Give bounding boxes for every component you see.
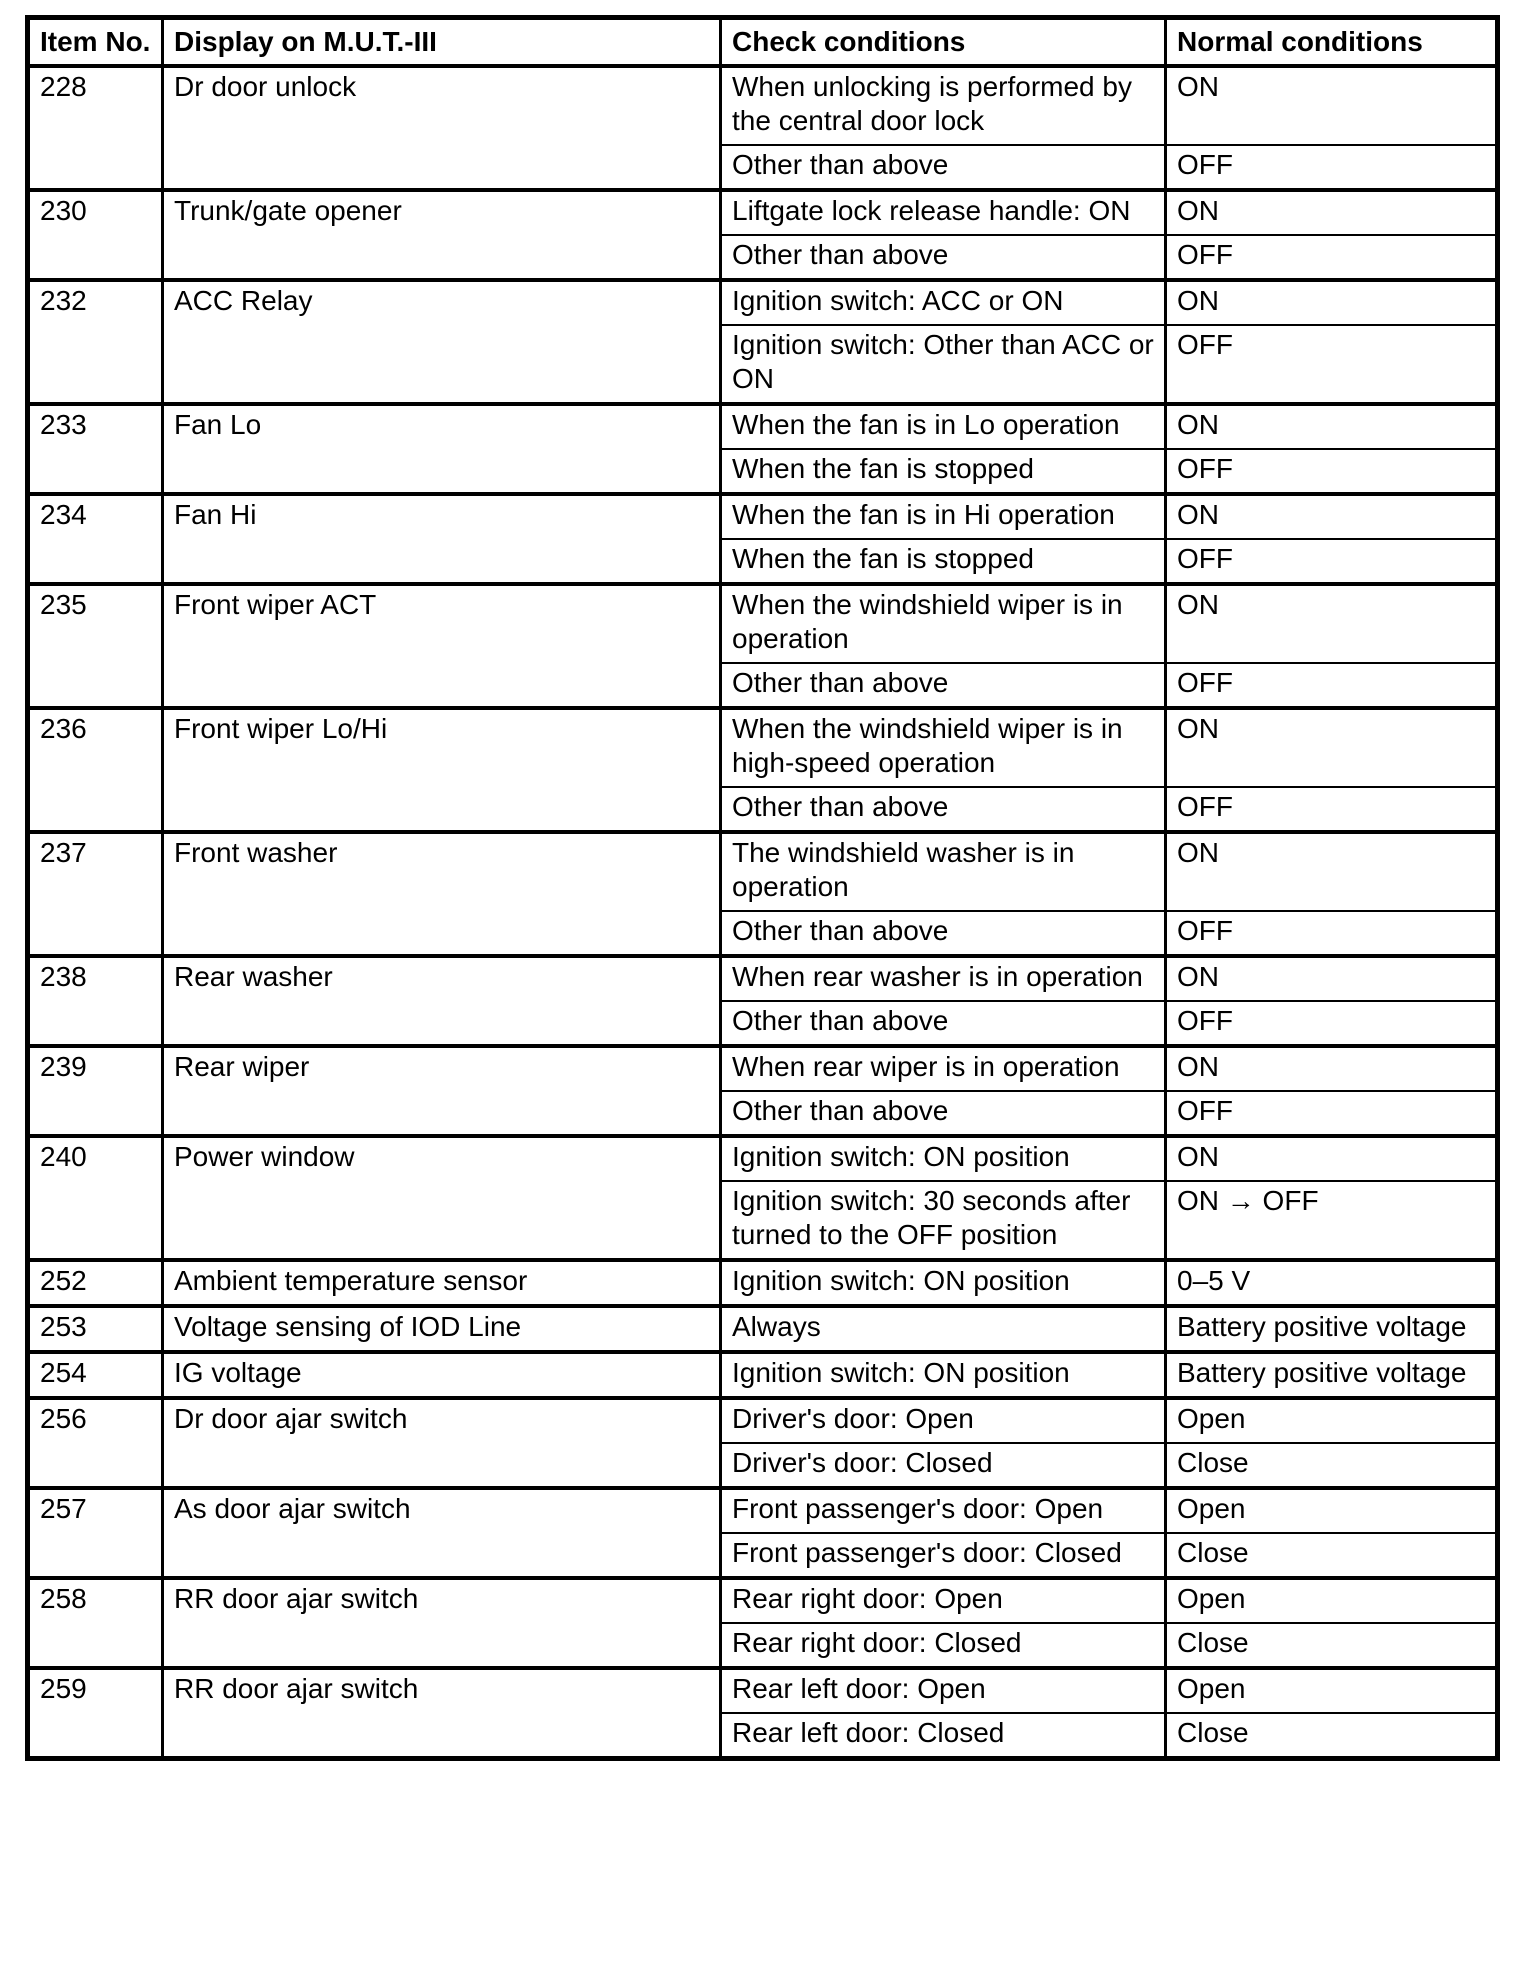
display-name-cell: Fan Lo <box>163 404 721 494</box>
check-condition-cell: Ignition switch: Other than ACC or ON <box>721 325 1166 404</box>
normal-condition-cell: OFF <box>1166 235 1498 280</box>
table-row <box>28 1306 1498 1352</box>
normal-condition-cell: Close <box>1166 1533 1498 1578</box>
normal-condition-cell: ON <box>1166 404 1498 449</box>
table-row <box>28 956 1498 1001</box>
display-name-cell: IG voltage <box>163 1352 721 1398</box>
display-name-cell: As door ajar switch <box>163 1488 721 1578</box>
display-name-cell: Dr door ajar switch <box>163 1398 721 1488</box>
normal-condition-cell: Battery positive voltage <box>1166 1306 1498 1352</box>
display-name-cell: Dr door unlock <box>163 66 721 190</box>
normal-condition-cell: ON <box>1166 1136 1498 1181</box>
check-condition-cell: When rear wiper is in operation <box>721 1046 1166 1091</box>
display-name-cell: Front wiper Lo/Hi <box>163 708 721 832</box>
item-no-cell: 256 <box>28 1398 163 1488</box>
check-condition-cell: Other than above <box>721 911 1166 956</box>
check-condition-cell: Other than above <box>721 1001 1166 1046</box>
check-condition-cell: Other than above <box>721 663 1166 708</box>
header-row <box>28 18 1498 67</box>
item-no-cell: 259 <box>28 1668 163 1759</box>
check-condition-cell: Rear left door: Open <box>721 1668 1166 1713</box>
item-no-cell: 236 <box>28 708 163 832</box>
check-condition-cell: The windshield washer is in operation <box>721 832 1166 911</box>
normal-condition-cell: Close <box>1166 1443 1498 1488</box>
check-condition-cell: When the fan is stopped <box>721 539 1166 584</box>
item-no-cell: 240 <box>28 1136 163 1260</box>
display-name-cell: RR door ajar switch <box>163 1668 721 1759</box>
normal-condition-cell: OFF <box>1166 325 1498 404</box>
header-item-no: Item No. <box>28 18 163 67</box>
normal-condition-cell: ON <box>1166 494 1498 539</box>
display-name-cell: RR door ajar switch <box>163 1578 721 1668</box>
display-name-cell: Voltage sensing of IOD Line <box>163 1306 721 1352</box>
table-row <box>28 1352 1498 1398</box>
normal-condition-cell: Close <box>1166 1713 1498 1759</box>
display-name-cell: Front washer <box>163 832 721 956</box>
item-no-cell: 237 <box>28 832 163 956</box>
check-condition-cell: When the windshield wiper is in high-speed operation <box>721 708 1166 787</box>
check-condition-cell: When rear washer is in operation <box>721 956 1166 1001</box>
normal-condition-cell: OFF <box>1166 787 1498 832</box>
check-condition-cell: Ignition switch: ACC or ON <box>721 280 1166 325</box>
table-row <box>28 832 1498 911</box>
check-condition-cell: Rear left door: Closed <box>721 1713 1166 1759</box>
normal-condition-cell: Open <box>1166 1668 1498 1713</box>
item-no-cell: 238 <box>28 956 163 1046</box>
table-row <box>28 1046 1498 1091</box>
check-condition-cell: Other than above <box>721 1091 1166 1136</box>
check-condition-cell: When the fan is stopped <box>721 449 1166 494</box>
display-name-cell: Trunk/gate opener <box>163 190 721 280</box>
table-row <box>28 1136 1498 1181</box>
check-condition-cell: Driver's door: Closed <box>721 1443 1166 1488</box>
check-condition-cell: Front passenger's door: Closed <box>721 1533 1166 1578</box>
item-no-cell: 232 <box>28 280 163 404</box>
check-condition-cell: Other than above <box>721 145 1166 190</box>
header-display-on-mut: Display on M.U.T.-III <box>163 18 721 67</box>
item-no-cell: 254 <box>28 1352 163 1398</box>
item-no-cell: 257 <box>28 1488 163 1578</box>
normal-condition-cell: ON <box>1166 956 1498 1001</box>
normal-condition-cell: Open <box>1166 1578 1498 1623</box>
display-name-cell: Front wiper ACT <box>163 584 721 708</box>
normal-condition-cell: ON <box>1166 280 1498 325</box>
normal-condition-cell: ON → OFF <box>1166 1181 1498 1260</box>
check-condition-cell: When unlocking is performed by the central door lock <box>721 66 1166 145</box>
item-no-cell: 230 <box>28 190 163 280</box>
check-condition-cell: Ignition switch: ON position <box>721 1136 1166 1181</box>
normal-condition-cell: Open <box>1166 1398 1498 1443</box>
normal-condition-cell: OFF <box>1166 145 1498 190</box>
item-no-cell: 233 <box>28 404 163 494</box>
display-name-cell: Rear washer <box>163 956 721 1046</box>
check-condition-cell: Other than above <box>721 787 1166 832</box>
header-check-conditions: Check conditions <box>721 18 1166 67</box>
normal-condition-cell: ON <box>1166 584 1498 663</box>
normal-condition-cell: OFF <box>1166 663 1498 708</box>
table-row <box>28 1488 1498 1533</box>
check-condition-cell: Rear right door: Open <box>721 1578 1166 1623</box>
display-name-cell: Power window <box>163 1136 721 1260</box>
check-condition-cell: Front passenger's door: Open <box>721 1488 1166 1533</box>
display-name-cell: Ambient temperature sensor <box>163 1260 721 1306</box>
normal-condition-cell: OFF <box>1166 449 1498 494</box>
check-condition-cell: When the fan is in Lo operation <box>721 404 1166 449</box>
mut-data-list-table <box>25 15 1500 1761</box>
normal-condition-cell: ON <box>1166 66 1498 145</box>
check-condition-cell: Always <box>721 1306 1166 1352</box>
table-body <box>28 66 1498 1759</box>
table-row <box>28 1578 1498 1623</box>
check-condition-cell: Ignition switch: ON position <box>721 1352 1166 1398</box>
table-row <box>28 404 1498 449</box>
check-condition-cell: Ignition switch: ON position <box>721 1260 1166 1306</box>
normal-condition-cell: OFF <box>1166 911 1498 956</box>
item-no-cell: 239 <box>28 1046 163 1136</box>
normal-condition-cell: ON <box>1166 1046 1498 1091</box>
normal-condition-cell: 0–5 V <box>1166 1260 1498 1306</box>
table-row <box>28 494 1498 539</box>
item-no-cell: 258 <box>28 1578 163 1668</box>
table-row <box>28 584 1498 663</box>
normal-condition-cell: OFF <box>1166 539 1498 584</box>
check-condition-cell: Ignition switch: 30 seconds after turned to the OFF position <box>721 1181 1166 1260</box>
table-row <box>28 1668 1498 1713</box>
normal-condition-cell: OFF <box>1166 1001 1498 1046</box>
normal-condition-cell: OFF <box>1166 1091 1498 1136</box>
display-name-cell: Rear wiper <box>163 1046 721 1136</box>
item-no-cell: 228 <box>28 66 163 190</box>
table-row <box>28 1260 1498 1306</box>
table-row <box>28 1398 1498 1443</box>
normal-condition-cell: Close <box>1166 1623 1498 1668</box>
normal-condition-cell: ON <box>1166 708 1498 787</box>
normal-condition-cell: ON <box>1166 190 1498 235</box>
display-name-cell: Fan Hi <box>163 494 721 584</box>
check-condition-cell: Liftgate lock release handle: ON <box>721 190 1166 235</box>
table-row <box>28 190 1498 235</box>
item-no-cell: 235 <box>28 584 163 708</box>
display-name-cell: ACC Relay <box>163 280 721 404</box>
check-condition-cell: Driver's door: Open <box>721 1398 1166 1443</box>
normal-condition-cell: Open <box>1166 1488 1498 1533</box>
normal-condition-cell: ON <box>1166 832 1498 911</box>
item-no-cell: 253 <box>28 1306 163 1352</box>
header-normal-conditions: Normal conditions <box>1166 18 1498 67</box>
table-row <box>28 280 1498 325</box>
check-condition-cell: When the fan is in Hi operation <box>721 494 1166 539</box>
item-no-cell: 234 <box>28 494 163 584</box>
table-row <box>28 708 1498 787</box>
item-no-cell: 252 <box>28 1260 163 1306</box>
check-condition-cell: When the windshield wiper is in operation <box>721 584 1166 663</box>
check-condition-cell: Rear right door: Closed <box>721 1623 1166 1668</box>
check-condition-cell: Other than above <box>721 235 1166 280</box>
table-row <box>28 66 1498 145</box>
normal-condition-cell: Battery positive voltage <box>1166 1352 1498 1398</box>
